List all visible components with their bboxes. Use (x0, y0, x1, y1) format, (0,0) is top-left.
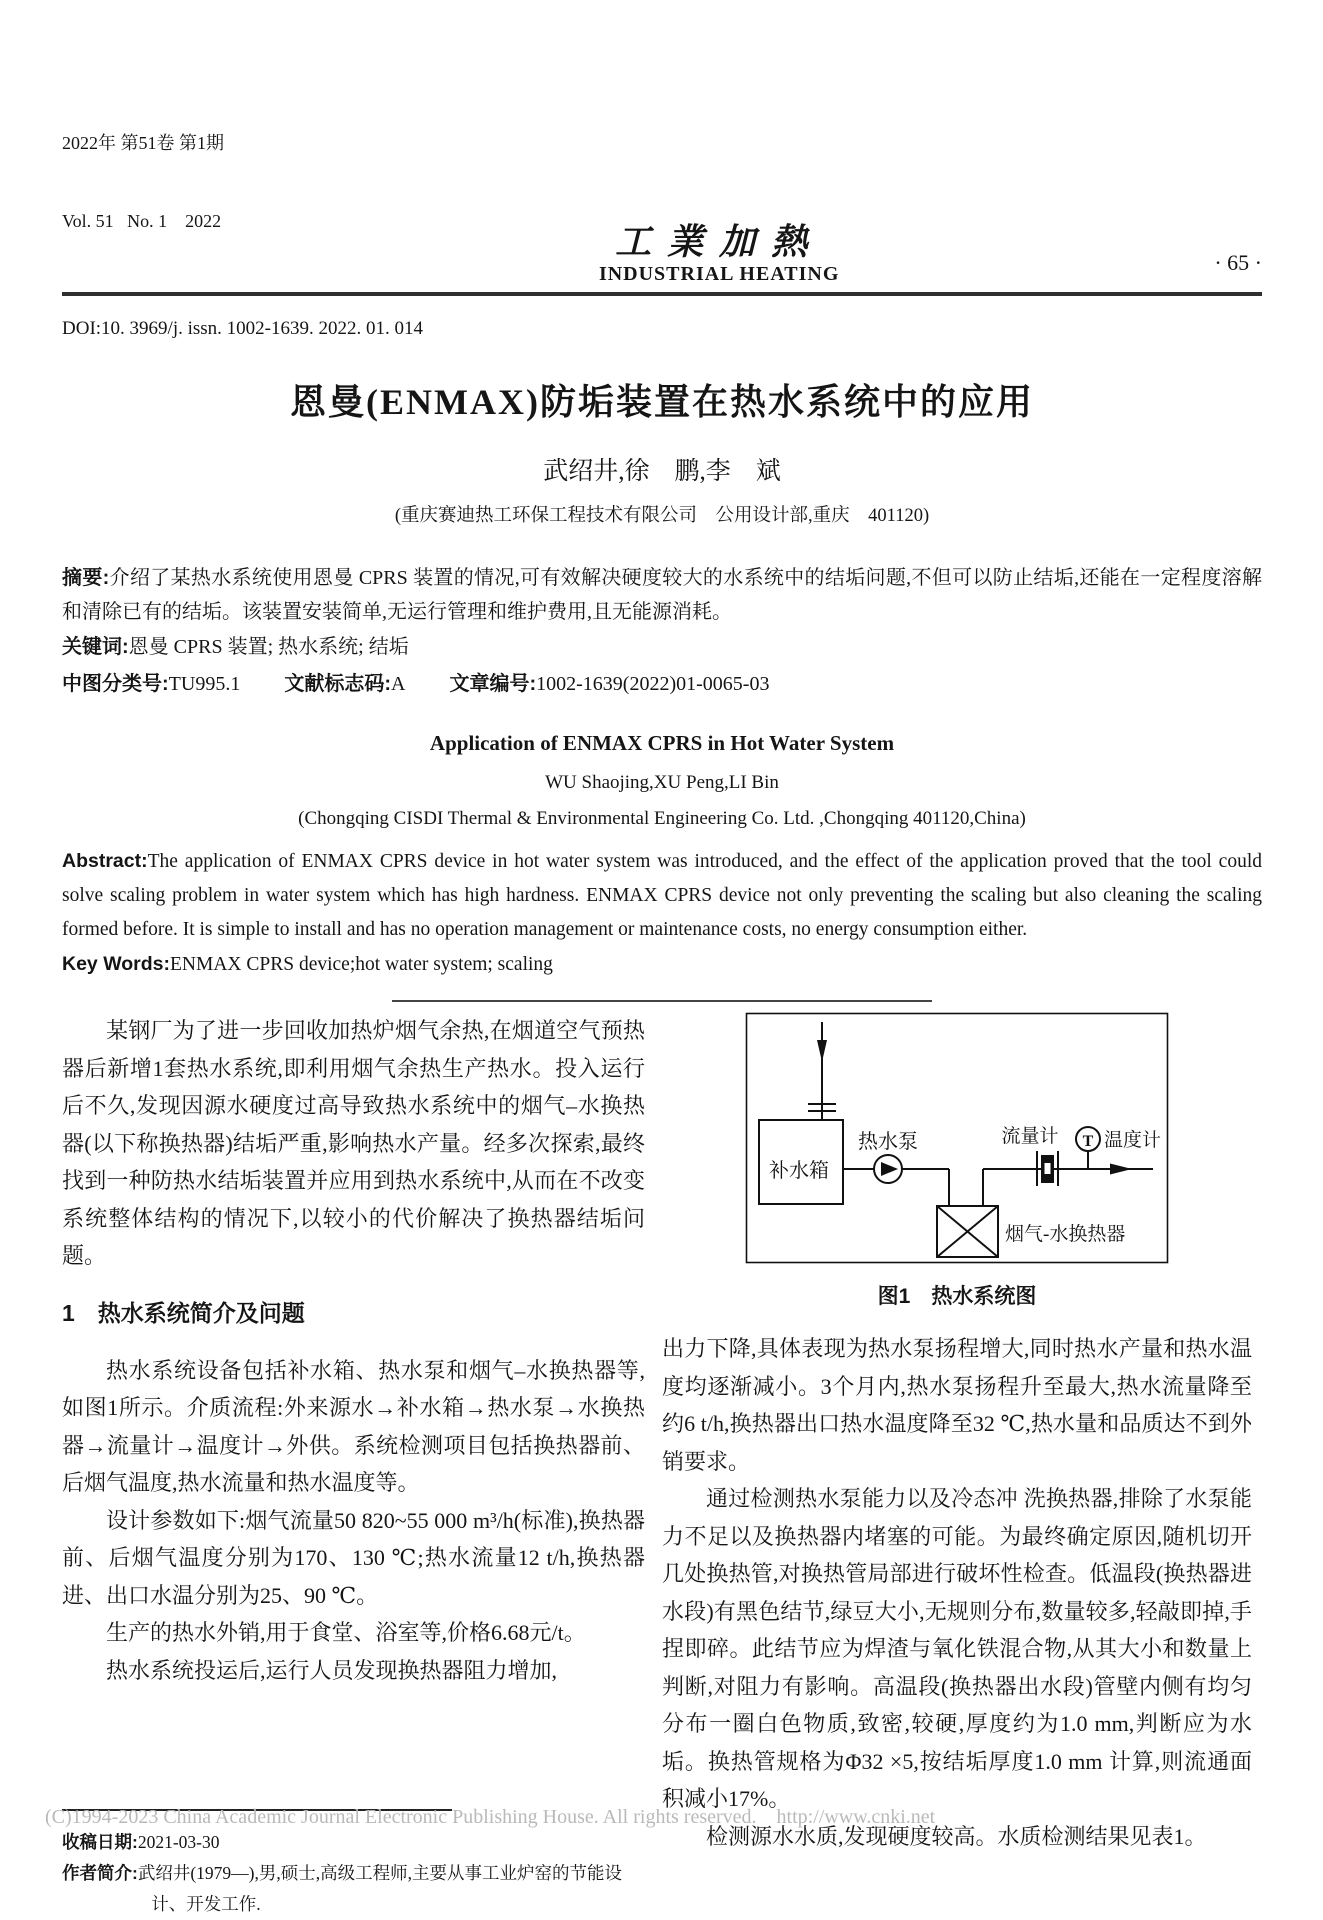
issue-line-cn: 2022年 第51卷 第1期 (62, 133, 224, 153)
paragraph: 设计参数如下:烟气流量50 820~55 000 m³/h(标准),换热器前、后烟气温度分别为170、130 ℃;热水流量12 t/h,换热器进、出口水温分别为25、90 ℃。 (62, 1507, 645, 1608)
page-header (62, 78, 1262, 286)
clc-label: 中图分类号: (62, 673, 169, 695)
flow-meter-label: 流量计 (1001, 1126, 1059, 1147)
issue-info (62, 78, 224, 286)
affiliation: (重庆赛迪热工环保工程技术有限公司 公用设计部,重庆 401120) (394, 506, 930, 526)
article-title: 恩曼(ENMAX)防垢装置在热水系统中的应用 (290, 382, 1034, 422)
meta-line (62, 667, 1262, 701)
header-rule (62, 292, 1262, 296)
keywords-en-text: ENMAX CPRS device;hot water system; scaling (170, 954, 553, 975)
clc-value: TU995.1 (168, 673, 241, 695)
intro-paragraph: 某钢厂为了进一步回收加热炉烟气余热,在烟道空气预热器后新增1套热水系统,即利用烟气余热生产热水。投入运行后不久,发现因源水硬度过高导致热水系统中的烟气–水换热器(以下称换热器)结垢严重,影响热水产量。经多次探索,最终找到一种防热水结垢装置并应用到热水系统中,从而在不改变系统整体结构的情况下,以较小的代价解决了换热器结垢问题。 (62, 1018, 645, 1268)
issue-line-en: Vol. 51 No. 1 2022 (62, 211, 222, 231)
hot-water-system-diagram (745, 1012, 1169, 1264)
keywords-en (62, 947, 1262, 982)
authors-en: WU Shaojing,XU Peng,LI Bin (545, 772, 779, 793)
paragraph: 热水系统设备包括补水箱、热水泵和烟气–水换热器等,如图1所示。介质流程:外来源水→补水箱→热水泵→水换热器→流量计→温度计→外供。系统检测项目包括换热器前、后烟气温度,热水流量和热水温度等。 (62, 1357, 645, 1495)
abstract-cn (62, 561, 1262, 629)
doc-code-label: 文献标志码: (284, 673, 392, 695)
right-column (662, 1012, 1252, 1920)
figure-caption: 图1 热水系统图 (877, 1285, 1037, 1308)
thermometer-label: 温度计 (1104, 1130, 1162, 1151)
author-bio (62, 1858, 645, 1920)
abstract-cn-label: 摘要: (62, 567, 110, 589)
author-bio-text: 武绍井(1979—),男,硕士,高级工程师,主要从事工业炉窑的节能设计、开发工作. (137, 1863, 622, 1914)
authors: 武绍井,徐 鹏,李 斌 (543, 458, 781, 485)
left-column (62, 1012, 645, 1920)
article-title-en: Application of ENMAX CPRS in Hot Water System (429, 731, 895, 755)
affiliation-en: (Chongqing CISDI Thermal & Environmental Engineering Co. Ltd. ,Chongqing 401120,China) (298, 808, 1026, 829)
page-number: · 65 · (1214, 250, 1262, 275)
article-id-label: 文章编号: (449, 673, 537, 695)
keywords-en-label: Key Words: (62, 953, 170, 975)
paragraph: 生产的热水外销,用于食堂、浴室等,价格6.68元/t。 (106, 1620, 586, 1645)
abstract-en (62, 844, 1262, 947)
keywords-cn-text: 恩曼 CPRS 装置; 热水系统; 结垢 (128, 636, 409, 658)
doi-line: DOI:10. 3969/j. issn. 1002-1639. 2022. 01. 014 (62, 318, 423, 339)
paragraph: 热水系统投运后,运行人员发现换热器阻力增加, (106, 1657, 558, 1683)
received-date-value: 2021-03-30 (137, 1832, 220, 1852)
received-date (62, 1827, 645, 1858)
figure-1 (662, 1012, 1252, 1310)
outlet-arrow-icon (1110, 1164, 1132, 1175)
abstract-en-label: Abstract: (62, 850, 148, 872)
two-column-body (62, 1012, 1262, 1920)
keywords-cn (62, 630, 1262, 664)
paragraph: 检测源水水质,发现硬度较高。水质检测结果见表1。 (706, 1823, 1207, 1849)
abstract-en-text: The application of ENMAX CPRS device in hot water system was introduced, and the effect of the application proved that the tool could solve scaling problem in water system which has high hardness. ENMAX CPRS device not only preventing the scaling but also cleaning the scaling formed before. It is simple to install and has no operation management or maintenance costs, no energy consumption either. (62, 851, 1262, 940)
journal-name-en: INDUSTRIAL HEATING (598, 263, 840, 285)
keywords-cn-label: 关键词: (62, 636, 129, 658)
title-body-divider (392, 1000, 932, 1002)
section-1-heading: 1 热水系统简介及问题 (62, 1299, 305, 1326)
inlet-arrow-icon (817, 1040, 827, 1062)
pump-label: 热水泵 (858, 1131, 918, 1153)
doc-code-value: A (391, 673, 406, 695)
received-date-label: 收稿日期: (62, 1832, 138, 1852)
paragraph: 通过检测热水泵能力以及冷态冲 洗换热器,排除了水泵能力不足以及换热器内堵塞的可能。为最终确定原因,随机切开几处换热管,对换热管局部进行破坏性检查。低温段(换热器进水段)有黑色结节,绿豆大小,无规则分布,数量较多,轻敲即掉,手捏即碎。此结节应为焊渣与氧化铁混合物,从其大小和数量上判断,对阻力有影响。高温段(换热器出水段)管壁内侧有均匀分布一圈白色物质,致密,较硬,厚度约为1.0 mm,判断应为水垢。换热管规格为Φ32 ×5,按结垢厚度1.0 mm 计算,则流通面积减小17%。 (662, 1486, 1253, 1811)
copyright-footer: (C)1994-2023 China Academic Journal Electronic Publishing House. All rights reserved. http://www.cnki.net (45, 1806, 936, 1828)
tank-label: 补水箱 (769, 1160, 829, 1182)
flow-meter-icon (1045, 1163, 1051, 1174)
author-bio-label: 作者简介: (62, 1863, 138, 1883)
article-id-value: 1002-1639(2022)01-0065-03 (536, 673, 770, 695)
journal-logo: 工業加熱 (615, 222, 824, 262)
heat-exchanger-label: 烟气-水换热器 (1005, 1224, 1126, 1245)
thermometer-symbol: T (1082, 1133, 1094, 1150)
paragraph: 出力下降,具体表现为热水泵扬程增大,同时热水产量和热水温度均逐渐减小。3个月内,热水泵扬程升至最大,热水流量降至约6 t/h,换热器出口热水温度降至32 ℃,热水量和品质达不到外销要求。 (662, 1336, 1252, 1474)
abstract-cn-text: 介绍了某热水系统使用恩曼 CPRS 装置的情况,可有效解决硬度较大的水系统中的结垢问题,不但可以防止结垢,还能在一定程度溶解和清除已有的结垢。该装置安装简单,无运行管理和维护费用,且无能源消耗。 (62, 567, 1262, 623)
pump-arrow-icon (881, 1162, 898, 1176)
journal-masthead (224, 222, 1214, 286)
